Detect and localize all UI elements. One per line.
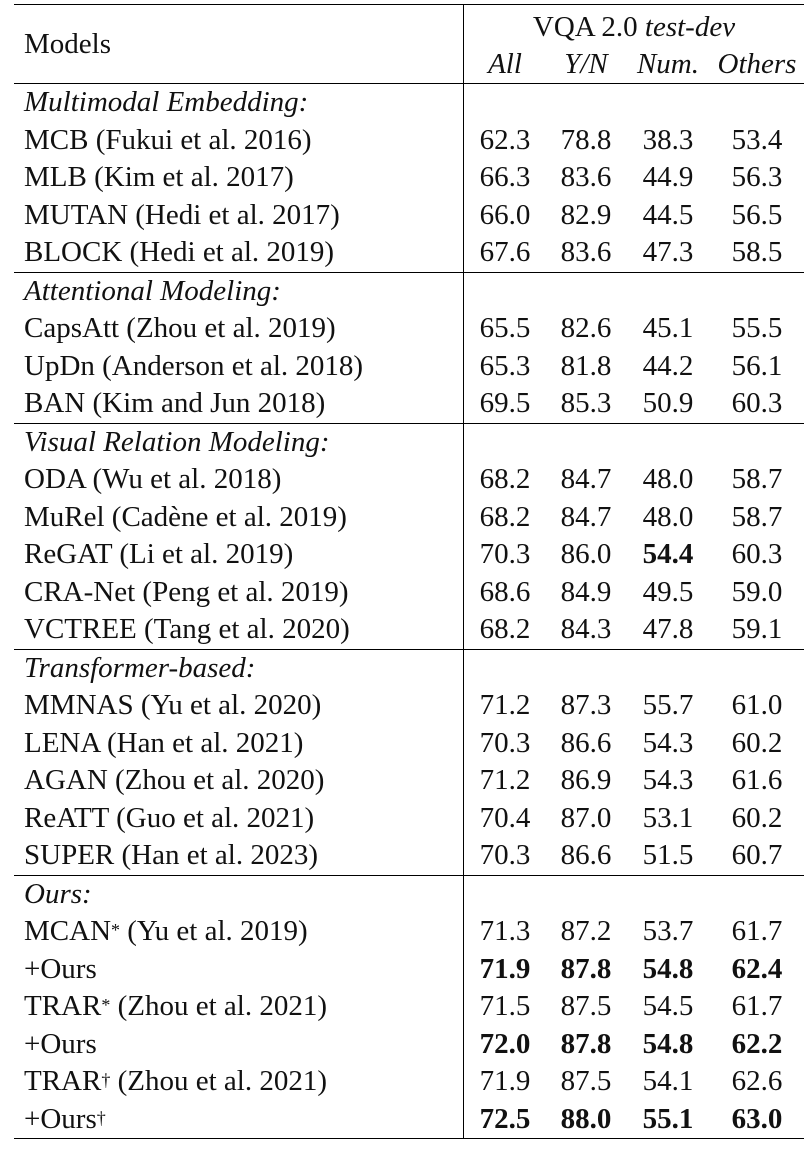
value-all: 70.3	[479, 726, 531, 759]
value-all: 65.5	[479, 312, 531, 345]
model-label: +Ours	[24, 1102, 97, 1135]
model-label: TRAR	[24, 1065, 102, 1098]
value-others: 60.2	[731, 801, 783, 834]
value-others: 60.3	[731, 538, 783, 571]
value-all: 71.9	[479, 1065, 531, 1098]
value-others: 61.7	[731, 915, 783, 948]
model-name: BLOCK (Hedi et al. 2019)	[14, 234, 464, 272]
value-others: 53.4	[731, 123, 783, 156]
value-num: 47.8	[642, 613, 694, 646]
vqa-results-table	[14, 4, 804, 1139]
table-row	[14, 611, 804, 649]
model-name: MMNAS (Yu et al. 2020)	[14, 687, 464, 725]
value-all: 62.3	[479, 123, 531, 156]
header-row-1	[14, 5, 804, 47]
section-title: Multimodal Embedding:	[14, 84, 464, 122]
value-num: 55.7	[642, 689, 694, 722]
table-row	[14, 1026, 804, 1064]
model-name: ODA (Wu et al. 2018)	[14, 461, 464, 499]
value-others: 62.6	[731, 1065, 783, 1098]
table-row	[14, 159, 804, 197]
section-title: Ours:	[14, 875, 464, 913]
value-num: 55.1	[642, 1102, 694, 1135]
value-yn: 87.8	[560, 952, 612, 985]
value-others: 59.1	[731, 613, 783, 646]
value-others: 56.1	[731, 349, 783, 382]
value-yn: 81.8	[560, 349, 612, 382]
value-num: 38.3	[642, 123, 694, 156]
value-all: 71.5	[479, 990, 531, 1023]
empty-cell	[710, 875, 804, 913]
table-row	[14, 385, 804, 423]
table-row	[14, 234, 804, 272]
section-title-row	[14, 649, 804, 687]
table-row	[14, 837, 804, 875]
table-row	[14, 913, 804, 951]
value-num: 51.5	[642, 839, 694, 872]
value-others: 55.5	[731, 312, 783, 345]
model-citation: (Zhou et al. 2021)	[110, 990, 327, 1023]
value-all: 71.2	[479, 764, 531, 797]
empty-cell	[710, 649, 804, 687]
value-num: 54.4	[642, 538, 694, 571]
value-others: 61.6	[731, 764, 783, 797]
value-all: 72.0	[479, 1027, 531, 1060]
empty-cell	[626, 423, 710, 461]
section-title: Visual Relation Modeling:	[14, 423, 464, 461]
model-label: MCAN	[24, 915, 112, 948]
value-all: 70.3	[479, 839, 531, 872]
empty-cell	[464, 423, 547, 461]
value-all: 68.2	[479, 463, 531, 496]
value-num: 44.2	[642, 349, 694, 382]
empty-cell	[626, 649, 710, 687]
value-all: 68.2	[479, 613, 531, 646]
section-title-row	[14, 272, 804, 310]
empty-cell	[626, 875, 710, 913]
model-name: CapsAtt (Zhou et al. 2019)	[14, 310, 464, 348]
empty-cell	[546, 649, 626, 687]
value-yn: 83.6	[560, 236, 612, 269]
value-yn: 88.0	[560, 1102, 612, 1135]
col-header-num: Num.	[636, 48, 700, 81]
value-others: 61.0	[731, 689, 783, 722]
value-yn: 87.2	[560, 915, 612, 948]
model-name: MCB (Fukui et al. 2016)	[14, 122, 464, 160]
model-name	[14, 1101, 464, 1139]
value-yn: 82.6	[560, 312, 612, 345]
table-row	[14, 122, 804, 160]
value-num: 49.5	[642, 575, 694, 608]
value-all: 72.5	[479, 1102, 531, 1135]
value-others: 61.7	[731, 990, 783, 1023]
value-num: 53.1	[642, 801, 694, 834]
footnote-mark: †	[101, 1070, 111, 1091]
model-name: CRA-Net (Peng et al. 2019)	[14, 574, 464, 612]
value-yn: 87.0	[560, 801, 612, 834]
section-title: Attentional Modeling:	[14, 272, 464, 310]
value-num: 44.9	[642, 161, 694, 194]
value-num: 54.1	[642, 1065, 694, 1098]
model-name: BAN (Kim and Jun 2018)	[14, 385, 464, 423]
value-yn: 85.3	[560, 387, 612, 420]
value-all: 70.3	[479, 538, 531, 571]
value-num: 48.0	[642, 500, 694, 533]
empty-cell	[546, 423, 626, 461]
value-yn: 86.9	[560, 764, 612, 797]
value-num: 45.1	[642, 312, 694, 345]
value-yn: 82.9	[560, 198, 612, 231]
model-name: SUPER (Han et al. 2023)	[14, 837, 464, 875]
value-yn: 86.0	[560, 538, 612, 571]
value-all: 68.6	[479, 575, 531, 608]
value-all: 70.4	[479, 801, 531, 834]
model-citation: (Yu et al. 2019)	[120, 915, 308, 948]
table-row	[14, 310, 804, 348]
footnote-mark: *	[101, 995, 111, 1016]
empty-cell	[546, 875, 626, 913]
table-row	[14, 687, 804, 725]
value-all: 68.2	[479, 500, 531, 533]
model-name: +Ours	[14, 951, 464, 989]
table-row	[14, 951, 804, 989]
col-header-all: All	[488, 48, 522, 81]
value-num: 48.0	[642, 463, 694, 496]
results-table-container	[14, 4, 804, 1139]
model-name: AGAN (Zhou et al. 2020)	[14, 762, 464, 800]
value-num: 54.5	[642, 990, 694, 1023]
value-all: 71.3	[479, 915, 531, 948]
value-others: 56.3	[731, 161, 783, 194]
section-title-row	[14, 84, 804, 122]
models-header: Models	[14, 5, 464, 84]
table-row	[14, 197, 804, 235]
model-label: TRAR	[24, 990, 102, 1023]
table-row	[14, 725, 804, 763]
value-yn: 84.3	[560, 613, 612, 646]
value-others: 62.4	[731, 952, 783, 985]
model-name: LENA (Han et al. 2021)	[14, 725, 464, 763]
table-row	[14, 800, 804, 838]
value-yn: 87.5	[560, 1065, 612, 1098]
col-header-yn: Y/N	[564, 48, 608, 81]
table-row	[14, 762, 804, 800]
model-name	[14, 988, 464, 1026]
value-others: 60.7	[731, 839, 783, 872]
model-name: VCTREE (Tang et al. 2020)	[14, 611, 464, 649]
value-all: 71.9	[479, 952, 531, 985]
value-others: 63.0	[731, 1102, 783, 1135]
table-row	[14, 461, 804, 499]
dataset-label: VQA 2.0	[532, 11, 638, 44]
model-name	[14, 913, 464, 951]
split-label: test-dev	[644, 11, 736, 44]
value-yn: 84.9	[560, 575, 612, 608]
value-num: 54.3	[642, 764, 694, 797]
value-others: 56.5	[731, 198, 783, 231]
value-num: 54.8	[642, 952, 694, 985]
empty-cell	[546, 84, 626, 122]
vqa-group-header	[464, 5, 805, 47]
empty-cell	[464, 272, 547, 310]
value-all: 66.3	[479, 161, 531, 194]
table-row	[14, 574, 804, 612]
value-yn: 84.7	[560, 463, 612, 496]
section-title: Transformer-based:	[14, 649, 464, 687]
col-header-others: Others	[717, 48, 797, 81]
table-row	[14, 1063, 804, 1101]
value-all: 71.2	[479, 689, 531, 722]
value-yn: 78.8	[560, 123, 612, 156]
model-name: ReGAT (Li et al. 2019)	[14, 536, 464, 574]
empty-cell	[626, 84, 710, 122]
value-num: 47.3	[642, 236, 694, 269]
value-all: 66.0	[479, 198, 531, 231]
empty-cell	[464, 84, 547, 122]
empty-cell	[710, 272, 804, 310]
table-row	[14, 988, 804, 1026]
value-num: 54.8	[642, 1027, 694, 1060]
model-name: UpDn (Anderson et al. 2018)	[14, 348, 464, 386]
value-others: 60.2	[731, 726, 783, 759]
value-yn: 86.6	[560, 726, 612, 759]
value-others: 58.7	[731, 463, 783, 496]
model-name: ReATT (Guo et al. 2021)	[14, 800, 464, 838]
value-all: 69.5	[479, 387, 531, 420]
value-all: 67.6	[479, 236, 531, 269]
empty-cell	[464, 649, 547, 687]
value-num: 54.3	[642, 726, 694, 759]
value-others: 60.3	[731, 387, 783, 420]
empty-cell	[464, 875, 547, 913]
empty-cell	[710, 84, 804, 122]
value-yn: 84.7	[560, 500, 612, 533]
value-yn: 86.6	[560, 839, 612, 872]
footnote-mark: *	[111, 920, 121, 941]
empty-cell	[546, 272, 626, 310]
value-others: 58.5	[731, 236, 783, 269]
value-all: 65.3	[479, 349, 531, 382]
value-others: 62.2	[731, 1027, 783, 1060]
model-name: MuRel (Cadène et al. 2019)	[14, 499, 464, 537]
table-row	[14, 348, 804, 386]
model-name: MUTAN (Hedi et al. 2017)	[14, 197, 464, 235]
value-num: 53.7	[642, 915, 694, 948]
value-yn: 87.8	[560, 1027, 612, 1060]
value-yn: 87.5	[560, 990, 612, 1023]
value-yn: 83.6	[560, 161, 612, 194]
table-row	[14, 1101, 804, 1139]
model-name: +Ours	[14, 1026, 464, 1064]
model-citation: (Zhou et al. 2021)	[110, 1065, 327, 1098]
empty-cell	[626, 272, 710, 310]
section-title-row	[14, 423, 804, 461]
value-others: 58.7	[731, 500, 783, 533]
table-row	[14, 499, 804, 537]
model-name: MLB (Kim et al. 2017)	[14, 159, 464, 197]
model-name	[14, 1063, 464, 1101]
footnote-mark: †	[96, 1107, 106, 1128]
value-others: 59.0	[731, 575, 783, 608]
table-row	[14, 536, 804, 574]
value-num: 50.9	[642, 387, 694, 420]
section-title-row	[14, 875, 804, 913]
value-yn: 87.3	[560, 689, 612, 722]
empty-cell	[710, 423, 804, 461]
value-num: 44.5	[642, 198, 694, 231]
